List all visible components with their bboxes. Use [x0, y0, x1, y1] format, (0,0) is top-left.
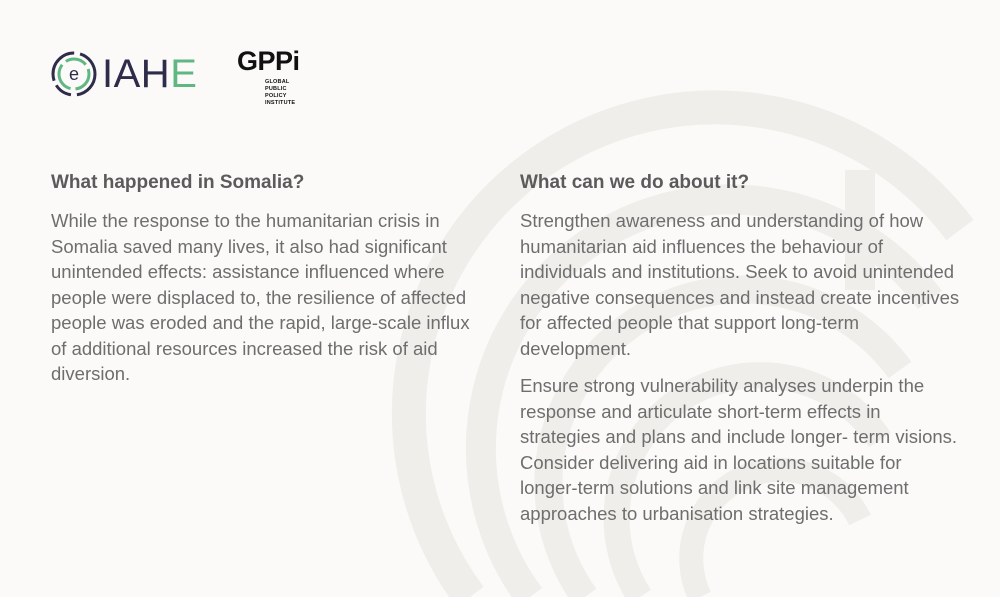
right-heading: What can we do about it? — [520, 172, 750, 193]
right-column — [520, 172, 960, 538]
left-heading: What happened in Somalia? — [51, 172, 305, 193]
left-column — [51, 172, 481, 399]
gppi-wordmark: GPPi — [237, 46, 300, 76]
iahe-logo — [50, 48, 197, 100]
iahe-wordmark-suffix: E — [170, 52, 198, 96]
gppi-logo — [237, 48, 300, 107]
iahe-wordmark-prefix: IAH — [102, 52, 171, 96]
iahe-emblem-letter: e — [68, 64, 80, 84]
iahe-emblem-icon — [50, 50, 98, 98]
gppi-subtitle — [265, 79, 300, 107]
gppi-subtitle-line2: INSTITUTE — [265, 100, 296, 106]
gppi-subtitle-line1: GLOBAL PUBLIC POLICY — [265, 79, 290, 99]
right-paragraph-1: Strengthen awareness and understanding of how humanitarian aid influences the behaviour of individuals and institutions. Seek to avoid unintended negative consequences and instead create incentives for affected people that support long-term development. — [520, 210, 960, 359]
left-paragraph: While the response to the humanitarian crisis in Somalia saved many lives, it also had significant unintended effects: assistance influenced where people were displaced to, the resilience of affected people was eroded and the rapid, large-scale influx of additional resources increased the risk of aid diversion. — [51, 210, 470, 384]
right-paragraph-2: Ensure strong vulnerability analyses underpin the response and articulate short-term effects in strategies and plans and include longer- term visions. Consider delivering aid in locations suitable for longer-term solutions and link site management approaches to urbanisation strategies. — [520, 375, 958, 524]
iahe-wordmark — [102, 54, 197, 94]
